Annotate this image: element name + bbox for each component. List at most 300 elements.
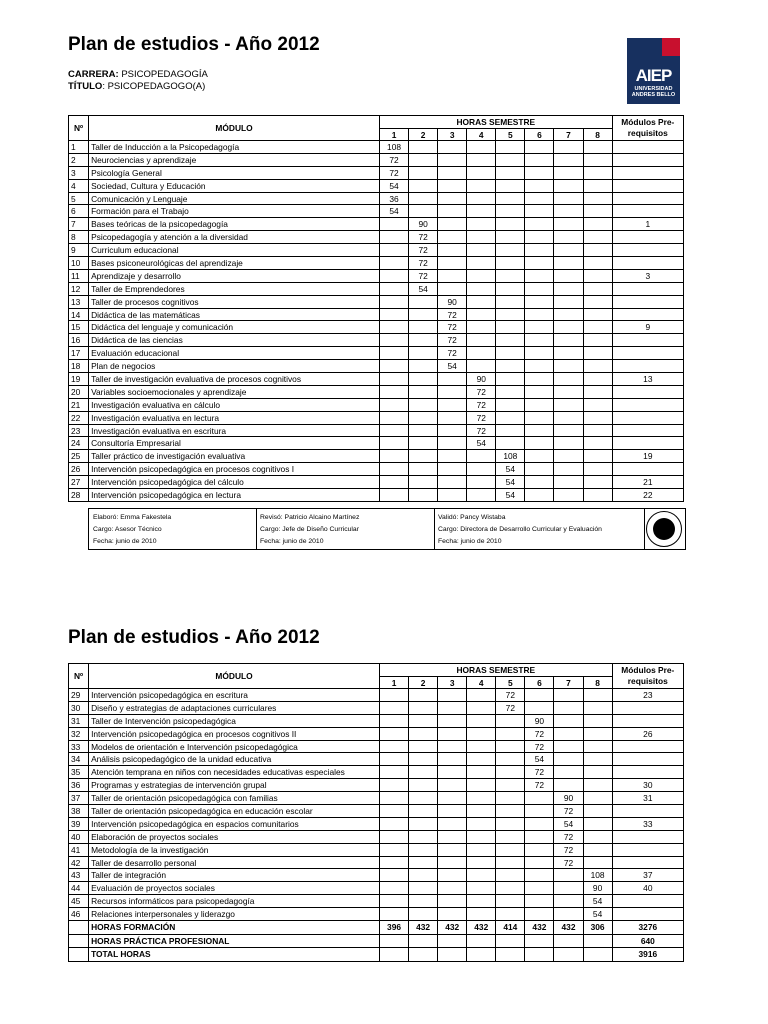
row-hours	[467, 179, 496, 192]
footer-line: Revisó: Patricio Alcaino Martínez	[260, 514, 360, 521]
table-row	[69, 753, 684, 766]
row-hours	[525, 192, 554, 205]
row-prerequisites: 1	[612, 218, 683, 231]
row-hours	[409, 153, 438, 166]
row-hours	[496, 740, 525, 753]
row-module: Metodología de la investigación	[89, 843, 380, 856]
row-hours	[525, 385, 554, 398]
table-row	[69, 373, 684, 386]
totals-semester	[583, 948, 612, 962]
row-hours	[583, 489, 612, 502]
row-hours	[467, 295, 496, 308]
row-hours	[525, 450, 554, 463]
row-hours	[467, 908, 496, 921]
row-hours	[467, 450, 496, 463]
row-hours	[379, 740, 408, 753]
row-hours	[583, 450, 612, 463]
row-hours: 90	[467, 373, 496, 386]
row-hours	[554, 740, 583, 753]
row-hours	[554, 385, 583, 398]
footer-valido	[438, 512, 602, 548]
row-number: 43	[69, 869, 89, 882]
row-hours	[438, 205, 467, 218]
row-hours	[525, 231, 554, 244]
row-hours	[583, 347, 612, 360]
row-hours	[438, 244, 467, 257]
row-hours	[496, 437, 525, 450]
row-number: 39	[69, 817, 89, 830]
row-hours	[467, 153, 496, 166]
row-number: 31	[69, 714, 89, 727]
carrera-label: CARRERA:	[68, 69, 119, 80]
row-hours	[496, 882, 525, 895]
row-hours	[496, 295, 525, 308]
row-module: Intervención psicopedagógica en espacios comunitarios	[89, 817, 380, 830]
titulo-value: : PSICOPEDAGOGO(A)	[102, 81, 206, 92]
row-hours	[583, 231, 612, 244]
row-hours	[438, 218, 467, 231]
row-hours	[554, 689, 583, 702]
row-hours	[554, 269, 583, 282]
row-prerequisites	[612, 153, 683, 166]
row-hours	[409, 714, 438, 727]
row-hours	[496, 321, 525, 334]
row-hours	[554, 714, 583, 727]
row-prerequisites: 31	[612, 792, 683, 805]
table-row	[69, 218, 684, 231]
row-hours	[525, 437, 554, 450]
header-semester: 4	[467, 129, 496, 141]
row-hours	[379, 437, 408, 450]
row-hours	[438, 424, 467, 437]
row-prerequisites	[612, 714, 683, 727]
row-hours	[438, 895, 467, 908]
row-number: 6	[69, 205, 89, 218]
row-hours	[379, 334, 408, 347]
row-hours	[467, 805, 496, 818]
row-hours: 72	[467, 398, 496, 411]
row-hours	[438, 231, 467, 244]
aiep-logo	[627, 38, 680, 104]
row-hours	[438, 766, 467, 779]
row-hours: 54	[525, 753, 554, 766]
row-hours	[525, 689, 554, 702]
footer-line: Cargo: Asesor Técnico	[93, 526, 162, 533]
row-hours: 90	[438, 295, 467, 308]
row-hours	[379, 244, 408, 257]
row-hours	[496, 398, 525, 411]
row-hours	[409, 424, 438, 437]
row-hours	[379, 830, 408, 843]
row-hours: 72	[467, 424, 496, 437]
row-hours	[409, 766, 438, 779]
row-hours	[496, 257, 525, 270]
row-hours	[379, 257, 408, 270]
row-hours	[409, 779, 438, 792]
row-hours	[409, 740, 438, 753]
totals-semester	[496, 934, 525, 948]
row-hours: 54	[379, 205, 408, 218]
row-hours	[438, 830, 467, 843]
row-hours	[379, 269, 408, 282]
row-hours	[496, 843, 525, 856]
totals-label: HORAS FORMACIÓN	[89, 921, 380, 935]
totals-empty	[69, 921, 89, 935]
row-hours	[554, 347, 583, 360]
row-hours	[467, 308, 496, 321]
table-row	[69, 398, 684, 411]
row-hours	[379, 701, 408, 714]
row-hours	[438, 689, 467, 702]
row-hours	[496, 856, 525, 869]
row-hours	[496, 205, 525, 218]
row-hours	[554, 218, 583, 231]
row-hours	[554, 179, 583, 192]
totals-semester	[525, 948, 554, 962]
row-hours: 54	[583, 895, 612, 908]
row-hours	[525, 882, 554, 895]
table-row	[69, 205, 684, 218]
row-hours	[409, 882, 438, 895]
plan-table-2	[68, 663, 684, 962]
row-hours	[379, 753, 408, 766]
row-hours	[496, 895, 525, 908]
row-hours: 54	[583, 908, 612, 921]
row-module: Aprendizaje y desarrollo	[89, 269, 380, 282]
row-prerequisites	[612, 295, 683, 308]
row-hours	[554, 205, 583, 218]
row-hours: 72	[496, 701, 525, 714]
row-hours: 108	[379, 141, 408, 154]
row-hours	[554, 463, 583, 476]
table-row	[69, 269, 684, 282]
header-num: Nº	[69, 664, 89, 689]
row-hours	[525, 347, 554, 360]
row-number: 42	[69, 856, 89, 869]
totals-semester: 432	[409, 921, 438, 935]
row-hours	[525, 282, 554, 295]
row-module: Recursos informáticos para psicopedagogía	[89, 895, 380, 908]
titulo-label: TÍTULO	[68, 81, 103, 92]
table-row	[69, 153, 684, 166]
row-hours	[554, 766, 583, 779]
row-prerequisites	[612, 908, 683, 921]
row-module: Consultoría Empresarial	[89, 437, 380, 450]
row-hours	[496, 153, 525, 166]
row-module: Didáctica del lenguaje y comunicación	[89, 321, 380, 334]
row-hours	[467, 869, 496, 882]
row-hours: 90	[525, 714, 554, 727]
row-module: Atención temprana en niños con necesidades educativas especiales	[89, 766, 380, 779]
row-number: 4	[69, 179, 89, 192]
row-hours	[467, 766, 496, 779]
row-hours	[554, 282, 583, 295]
row-hours	[379, 360, 408, 373]
table-row	[69, 141, 684, 154]
totals-total: 3276	[612, 921, 683, 935]
row-hours	[409, 753, 438, 766]
table-row	[69, 231, 684, 244]
row-module: Taller de investigación evaluativa de procesos cognitivos	[89, 373, 380, 386]
row-prerequisites	[612, 856, 683, 869]
table-row	[69, 282, 684, 295]
row-hours	[554, 334, 583, 347]
row-hours	[467, 740, 496, 753]
row-hours	[525, 334, 554, 347]
row-hours: 72	[525, 740, 554, 753]
row-number: 1	[69, 141, 89, 154]
row-hours	[467, 689, 496, 702]
row-prerequisites: 19	[612, 450, 683, 463]
row-prerequisites	[612, 437, 683, 450]
row-module: Modelos de orientación e Intervención psicopedagógica	[89, 740, 380, 753]
table-row	[69, 334, 684, 347]
header-semester: 7	[554, 677, 583, 689]
totals-semester	[467, 934, 496, 948]
row-hours	[554, 192, 583, 205]
row-prerequisites	[612, 166, 683, 179]
career-info	[68, 69, 208, 93]
row-hours	[496, 766, 525, 779]
row-hours: 54	[496, 489, 525, 502]
row-hours	[438, 843, 467, 856]
row-hours	[409, 727, 438, 740]
row-module: Investigación evaluativa en escritura	[89, 424, 380, 437]
row-hours	[409, 321, 438, 334]
row-hours	[525, 179, 554, 192]
row-prerequisites	[612, 398, 683, 411]
row-hours	[496, 282, 525, 295]
row-hours	[409, 347, 438, 360]
footer-divider	[644, 509, 645, 549]
row-module: Evaluación educacional	[89, 347, 380, 360]
row-prerequisites	[612, 231, 683, 244]
row-hours	[438, 701, 467, 714]
row-hours	[554, 779, 583, 792]
logo-flag-icon	[662, 38, 680, 56]
row-prerequisites	[612, 830, 683, 843]
approval-footer	[88, 508, 686, 550]
footer-line: Cargo: Jefe de Diseño Curricular	[260, 526, 359, 533]
header-semester: 7	[554, 129, 583, 141]
row-hours	[379, 766, 408, 779]
table-row	[69, 179, 684, 192]
row-hours	[409, 869, 438, 882]
logo-sub2: ANDRES BELLO	[631, 92, 676, 98]
row-hours: 72	[409, 244, 438, 257]
row-hours	[554, 244, 583, 257]
row-hours	[438, 753, 467, 766]
row-hours	[583, 437, 612, 450]
totals-semester	[438, 934, 467, 948]
row-hours	[583, 476, 612, 489]
table-row	[69, 701, 684, 714]
row-module: Relaciones interpersonales y liderazgo	[89, 908, 380, 921]
row-number: 22	[69, 411, 89, 424]
row-number: 2	[69, 153, 89, 166]
row-hours	[379, 231, 408, 244]
table-row	[69, 856, 684, 869]
row-hours	[438, 166, 467, 179]
row-number: 17	[69, 347, 89, 360]
row-hours	[554, 869, 583, 882]
row-hours: 72	[554, 830, 583, 843]
row-hours	[438, 411, 467, 424]
table-row	[69, 766, 684, 779]
footer-line: Elaboró: Emma Fakestela	[93, 514, 172, 521]
row-prerequisites: 37	[612, 869, 683, 882]
row-prerequisites: 22	[612, 489, 683, 502]
row-hours: 36	[379, 192, 408, 205]
table-row	[69, 869, 684, 882]
row-module: Didáctica de las matemáticas	[89, 308, 380, 321]
totals-semester	[554, 948, 583, 962]
row-hours	[525, 321, 554, 334]
page-title-2: Plan de estudios - Año 2012	[68, 627, 320, 648]
row-module: Programas y estrategias de intervención grupal	[89, 779, 380, 792]
row-hours	[496, 817, 525, 830]
row-number: 10	[69, 257, 89, 270]
table-row	[69, 740, 684, 753]
table-row	[69, 463, 684, 476]
row-hours	[525, 398, 554, 411]
row-number: 18	[69, 360, 89, 373]
table-row	[69, 714, 684, 727]
row-prerequisites: 26	[612, 727, 683, 740]
row-module: Taller de procesos cognitivos	[89, 295, 380, 308]
row-hours	[438, 373, 467, 386]
row-hours	[583, 295, 612, 308]
row-hours	[525, 218, 554, 231]
row-hours	[583, 153, 612, 166]
row-hours	[379, 869, 408, 882]
header-semester: 8	[583, 129, 612, 141]
row-number: 32	[69, 727, 89, 740]
table-row	[69, 792, 684, 805]
totals-semester	[409, 934, 438, 948]
row-hours	[525, 869, 554, 882]
totals-label: TOTAL HORAS	[89, 948, 380, 962]
header-semester: 3	[438, 129, 467, 141]
table-row	[69, 360, 684, 373]
row-hours	[554, 882, 583, 895]
row-module: Taller de Inducción a la Psicopedagogía	[89, 141, 380, 154]
row-prerequisites	[612, 347, 683, 360]
table-row	[69, 908, 684, 921]
row-hours	[583, 856, 612, 869]
row-hours	[496, 385, 525, 398]
row-hours	[379, 295, 408, 308]
totals-semester	[554, 934, 583, 948]
row-hours	[496, 308, 525, 321]
row-hours	[379, 856, 408, 869]
row-hours	[525, 476, 554, 489]
row-prerequisites	[612, 843, 683, 856]
totals-semester: 396	[379, 921, 408, 935]
row-hours	[379, 398, 408, 411]
row-hours	[583, 398, 612, 411]
row-hours	[409, 308, 438, 321]
row-hours	[583, 218, 612, 231]
row-module: Intervención psicopedagógica en escritura	[89, 689, 380, 702]
row-hours	[583, 714, 612, 727]
row-hours	[496, 179, 525, 192]
header-num: Nº	[69, 116, 89, 141]
row-hours	[554, 908, 583, 921]
row-hours	[467, 321, 496, 334]
row-prerequisites	[612, 360, 683, 373]
row-hours	[496, 830, 525, 843]
row-hours	[554, 295, 583, 308]
row-hours	[525, 830, 554, 843]
totals-semester: 306	[583, 921, 612, 935]
row-hours	[496, 192, 525, 205]
row-hours	[467, 205, 496, 218]
row-hours	[583, 753, 612, 766]
row-number: 5	[69, 192, 89, 205]
row-hours: 108	[583, 869, 612, 882]
row-hours	[438, 385, 467, 398]
row-prerequisites	[612, 895, 683, 908]
row-module: Taller de Emprendedores	[89, 282, 380, 295]
row-hours	[379, 476, 408, 489]
row-module: Investigación evaluativa en cálculo	[89, 398, 380, 411]
row-hours	[525, 295, 554, 308]
table-row	[69, 244, 684, 257]
row-hours	[525, 244, 554, 257]
row-hours	[467, 714, 496, 727]
row-module: Taller de integración	[89, 869, 380, 882]
row-hours	[554, 727, 583, 740]
row-hours	[525, 489, 554, 502]
row-hours: 90	[409, 218, 438, 231]
row-prerequisites: 40	[612, 882, 683, 895]
header-semester: 8	[583, 677, 612, 689]
row-hours	[409, 830, 438, 843]
row-hours	[496, 714, 525, 727]
row-hours	[379, 908, 408, 921]
header-modulo: MÓDULO	[89, 116, 380, 141]
row-hours	[379, 282, 408, 295]
row-module: Intervención psicopedagógica en procesos cognitivos II	[89, 727, 380, 740]
row-hours	[379, 817, 408, 830]
row-hours: 108	[496, 450, 525, 463]
row-hours	[583, 385, 612, 398]
row-hours	[467, 817, 496, 830]
row-hours	[583, 205, 612, 218]
row-hours	[583, 321, 612, 334]
row-hours	[379, 463, 408, 476]
row-hours	[409, 476, 438, 489]
row-hours	[409, 489, 438, 502]
row-number: 37	[69, 792, 89, 805]
row-hours	[409, 141, 438, 154]
row-hours	[554, 360, 583, 373]
row-hours	[554, 166, 583, 179]
row-hours	[379, 424, 408, 437]
row-hours	[525, 257, 554, 270]
row-hours	[409, 843, 438, 856]
row-number: 25	[69, 450, 89, 463]
row-hours	[583, 689, 612, 702]
row-hours	[379, 727, 408, 740]
header-semester: 1	[379, 677, 408, 689]
row-hours	[496, 166, 525, 179]
row-hours	[525, 895, 554, 908]
totals-semester	[409, 948, 438, 962]
row-prerequisites	[612, 411, 683, 424]
row-hours	[554, 489, 583, 502]
